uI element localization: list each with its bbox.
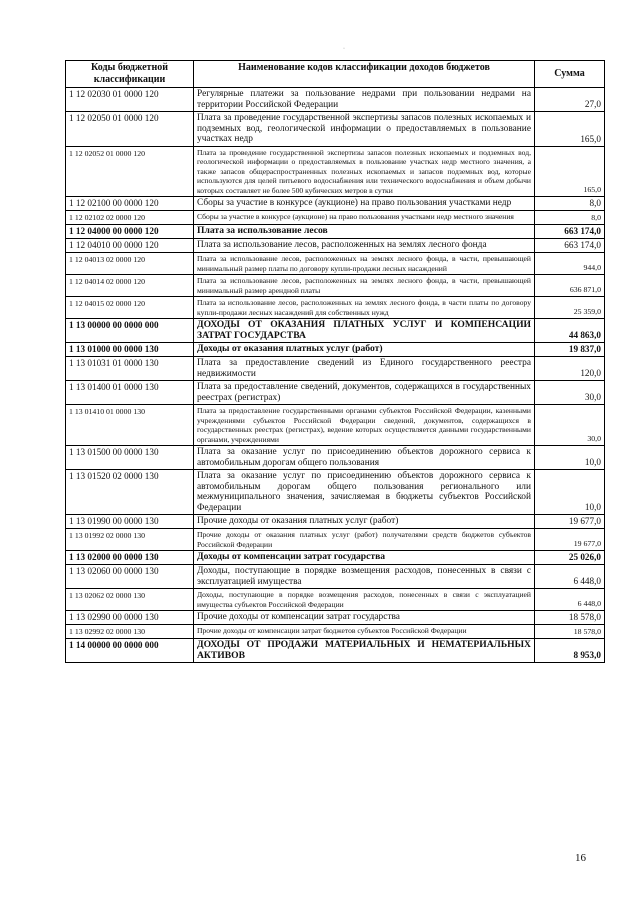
table-row (66, 611, 605, 625)
name-cell: Доходы, поступающие в порядке возмещения расходов, понесенных в связи с эксплуатацией имущества (194, 565, 535, 589)
amount-cell: 6 448,0 (535, 589, 605, 611)
amount-cell: 25 026,0 (535, 551, 605, 565)
amount-cell: 8,0 (535, 211, 605, 225)
name-cell: Доходы от оказания платных услуг (работ) (194, 343, 535, 357)
name-cell: Плата за проведение государственной экспертизы запасов полезных ископаемых и подземных вод, геологической информации о предоставляемых в пользование участках недр местного значения, а также запасов общераспространенных полезных ископаемых и запасов подземных вод, которые используются для целей питьевого водоснабжения или технического водоснабжения и объем добычи которых составляет не более 500 кубических метров в сутки (194, 146, 535, 197)
amount-cell: 10,0 (535, 470, 605, 515)
name-cell: Плата за предоставление государственными органами субъектов Российской Федерации, казенными учреждениями субъектов Российской Федерации сведений, документов, содержащихся в государственных реестрах (регистрах), ведение которых осуществляется данными государственными органами, учреждениями (194, 405, 535, 446)
table-row (66, 275, 605, 297)
amount-cell: 19 837,0 (535, 343, 605, 357)
amount-cell: 8,0 (535, 197, 605, 211)
table-row (66, 225, 605, 239)
table-row (66, 297, 605, 319)
table-row (66, 515, 605, 529)
name-cell: Сборы за участие в конкурсе (аукционе) на право пользования участками недр местного значения (194, 211, 535, 225)
name-cell: Прочие доходы от компенсации затрат государства (194, 611, 535, 625)
code-cell: 1 13 01992 02 0000 130 (66, 529, 194, 551)
code-cell: 1 12 04014 02 0000 120 (66, 275, 194, 297)
code-cell: 1 12 04010 00 0000 120 (66, 239, 194, 253)
code-cell: 1 12 02050 01 0000 120 (66, 112, 194, 147)
name-cell: Плата за оказание услуг по присоединению объектов дорожного сервиса к автомобильным дорогам общего пользования регионального или межмуниципального значения, зачисляемая в бюджеты субъектов Российской Федерации (194, 470, 535, 515)
table-body (66, 88, 605, 663)
code-cell: 1 12 02052 01 0000 120 (66, 146, 194, 197)
name-cell: Сборы за участие в конкурсе (аукционе) на право пользования участками недр (194, 197, 535, 211)
table-row (66, 565, 605, 589)
name-cell: Плата за оказание услуг по присоединению объектов дорожного сервиса к автомобильным дорогам общего пользования (194, 446, 535, 470)
code-cell: 1 13 02000 00 0000 130 (66, 551, 194, 565)
amount-cell: 27,0 (535, 88, 605, 112)
amount-cell: 663 174,0 (535, 225, 605, 239)
header-sum: Сумма (535, 61, 605, 88)
code-cell: 1 12 04013 02 0000 120 (66, 253, 194, 275)
amount-cell: 6 448,0 (535, 565, 605, 589)
amount-cell: 636 871,0 (535, 275, 605, 297)
code-cell: 1 13 01031 01 0000 130 (66, 357, 194, 381)
table-row (66, 343, 605, 357)
table-row (66, 88, 605, 112)
name-cell: ДОХОДЫ ОТ ОКАЗАНИЯ ПЛАТНЫХ УСЛУГ И КОМПЕНСАЦИИ ЗАТРАТ ГОСУДАРСТВА (194, 319, 535, 343)
table-row (66, 529, 605, 551)
table-row (66, 146, 605, 197)
table-row (66, 381, 605, 405)
name-cell: Плата за использование лесов, расположенных на землях лесного фонда, в части, превышающей минимальный размер платы по договору купли-продажи лесных насаждений (194, 253, 535, 275)
code-cell: 1 12 04015 02 0000 120 (66, 297, 194, 319)
name-cell: Прочие доходы от компенсации затрат бюджетов субъектов Российской Федерации (194, 625, 535, 639)
name-cell: Плата за проведение государственной экспертизы запасов полезных ископаемых и подземных вод, геологической информации о предоставляемых в пользование участках недр (194, 112, 535, 147)
name-cell: ДОХОДЫ ОТ ПРОДАЖИ МАТЕРИАЛЬНЫХ И НЕМАТЕРИАЛЬНЫХ АКТИВОВ (194, 639, 535, 663)
name-cell: Регулярные платежи за пользование недрами при пользовании недрами на территории Российской Федерации (194, 88, 535, 112)
name-cell: Плата за использование лесов, расположенных на землях лесного фонда (194, 239, 535, 253)
name-cell: Прочие доходы от оказания платных услуг (работ) (194, 515, 535, 529)
table-row (66, 112, 605, 147)
amount-cell: 44 863,0 (535, 319, 605, 343)
table-row (66, 551, 605, 565)
table-row (66, 357, 605, 381)
name-cell: Плата за использование лесов, расположенных на землях лесного фонда, в части, превышающей минимальный размер арендной платы (194, 275, 535, 297)
amount-cell: 10,0 (535, 446, 605, 470)
table-row (66, 405, 605, 446)
code-cell: 1 13 01000 00 0000 130 (66, 343, 194, 357)
code-cell: 1 12 04000 00 0000 120 (66, 225, 194, 239)
table-row (66, 319, 605, 343)
table-row (66, 446, 605, 470)
code-cell: 1 12 02030 01 0000 120 (66, 88, 194, 112)
table-row (66, 239, 605, 253)
code-cell: 1 13 01400 01 0000 130 (66, 381, 194, 405)
table-row (66, 253, 605, 275)
table-row (66, 589, 605, 611)
amount-cell: 18 578,0 (535, 625, 605, 639)
table-row (66, 197, 605, 211)
scan-mark: · (343, 46, 345, 52)
header-names: Наименование кодов классификации доходов бюджетов (194, 61, 535, 88)
amount-cell: 944,0 (535, 253, 605, 275)
table-row (66, 211, 605, 225)
amount-cell: 663 174,0 (535, 239, 605, 253)
code-cell: 1 13 01500 00 0000 130 (66, 446, 194, 470)
code-cell: 1 13 01990 00 0000 130 (66, 515, 194, 529)
amount-cell: 8 953,0 (535, 639, 605, 663)
code-cell: 1 13 02990 00 0000 130 (66, 611, 194, 625)
name-cell: Плата за использование лесов, расположенных на землях лесного фонда, в части платы по договору купли-продажи лесных насаждений для собственных нужд (194, 297, 535, 319)
table-header-row (66, 61, 605, 88)
code-cell: 1 13 01520 02 0000 130 (66, 470, 194, 515)
code-cell: 1 13 02062 02 0000 130 (66, 589, 194, 611)
budget-revenue-table (65, 60, 605, 663)
table-row (66, 625, 605, 639)
code-cell: 1 14 00000 00 0000 000 (66, 639, 194, 663)
name-cell: Плата за предоставление сведений из Единого государственного реестра недвижимости (194, 357, 535, 381)
amount-cell: 18 578,0 (535, 611, 605, 625)
name-cell: Плата за использование лесов (194, 225, 535, 239)
code-cell: 1 12 02102 02 0000 120 (66, 211, 194, 225)
code-cell: 1 13 02060 00 0000 130 (66, 565, 194, 589)
table-row (66, 639, 605, 663)
header-codes: Коды бюджетной классификации (66, 61, 194, 88)
name-cell: Плата за предоставление сведений, документов, содержащихся в государственных реестрах (регистрах) (194, 381, 535, 405)
amount-cell: 30,0 (535, 381, 605, 405)
amount-cell: 165,0 (535, 112, 605, 147)
table-row (66, 470, 605, 515)
amount-cell: 19 677,0 (535, 515, 605, 529)
code-cell: 1 13 01410 01 0000 130 (66, 405, 194, 446)
name-cell: Прочие доходы от оказания платных услуг (работ) получателями средств бюджетов субъектов Российской Федерации (194, 529, 535, 551)
name-cell: Доходы от компенсации затрат государства (194, 551, 535, 565)
code-cell: 1 13 00000 00 0000 000 (66, 319, 194, 343)
code-cell: 1 13 02992 02 0000 130 (66, 625, 194, 639)
amount-cell: 30,0 (535, 405, 605, 446)
amount-cell: 25 359,0 (535, 297, 605, 319)
code-cell: 1 12 02100 00 0000 120 (66, 197, 194, 211)
page-number: 16 (575, 852, 586, 864)
name-cell: Доходы, поступающие в порядке возмещения расходов, понесенных в связи с эксплуатацией имущества субъектов Российской Федерации (194, 589, 535, 611)
amount-cell: 165,0 (535, 146, 605, 197)
amount-cell: 120,0 (535, 357, 605, 381)
amount-cell: 19 677,0 (535, 529, 605, 551)
